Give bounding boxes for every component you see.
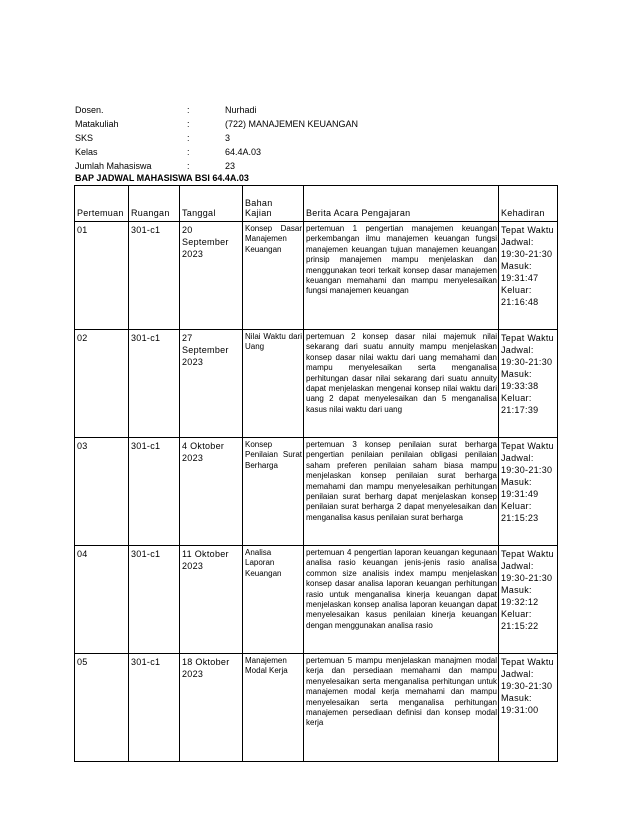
info-label: Matakuliah [75, 119, 119, 129]
info-label: SKS [75, 133, 94, 143]
info-colon: : [187, 161, 190, 171]
cell-bahan-kajian: Konsep Penilaian Surat Berharga [243, 438, 304, 546]
table-header-row [75, 186, 558, 222]
course-info [75, 103, 475, 173]
info-colon: : [187, 105, 190, 115]
header-pertemuan: Pertemuan [75, 186, 129, 222]
cell-bahan-kajian: Manajemen Modal Kerja [243, 654, 304, 762]
cell-berita-acara: pertemuan 4 pengertian laporan keuangan kegunaan analisa rasio keuangan jenis-jenis rasio analisa common size analisis index mampu menjelaskan konsep dasar analisa laporan keuangan perhitungan rasio untuk menganalisa kinerja keuangan dapat menjelaskan konsep analisa laporan keuangan dapat menyelesaikan kasus penilaian kinerja keuangan dengan menggunakan analisa rasio [304, 546, 499, 654]
header-ruangan: Ruangan [129, 186, 180, 222]
cell-berita-acara: pertemuan 5 mampu menjelaskan manajmen modal kerja dan persediaan memahami dan mampu menyelesaikan serta menganalisa perhitungan untuk manajemen modal kerja memahami dan mampu menyelesaikan serta menganalisa perhitungan manajemen persediaan definisi dan konsep modal kerja [304, 654, 499, 762]
cell-berita-acara: pertemuan 1 pengertian manajemen keuangan perkembangan ilmu manajemen keuangan fungsi manajemen keuangan tujuan manajemen keuangan prinsip manajemen mampu menjelaskan dan menggunakan teori terkait konsep dasar manajemen keuangan memahami dan mampu menyelesaikan fungsi manajemen keuangan [304, 222, 499, 330]
cell-bahan-kajian: Konsep Dasar Manajemen Keuangan [243, 222, 304, 330]
cell-kehadiran: Tepat Waktu Jadwal: 19:30-21:30 Masuk: 19:31:47 Keluar: 21:16:48 [499, 222, 558, 330]
cell-ruangan: 301-c1 [129, 654, 180, 762]
header-bahan-kajian: Bahan Kajian [243, 186, 304, 222]
table-row [75, 222, 558, 330]
info-row-dosen [75, 103, 475, 117]
info-row-sks [75, 131, 475, 145]
cell-pertemuan: 03 [75, 438, 129, 546]
cell-tanggal: 27 September 2023 [180, 330, 243, 438]
cell-pertemuan: 04 [75, 546, 129, 654]
cell-tanggal: 20 September 2023 [180, 222, 243, 330]
info-colon: : [187, 147, 190, 157]
info-value: 64.4A.03 [225, 147, 262, 157]
cell-ruangan: 301-c1 [129, 330, 180, 438]
cell-berita-acara: pertemuan 3 konsep penilaian surat berharga pengertian penilaian penilaian obligasi penilaian saham preferen penilaian saham biasa mampu menjelaskan konsep penilaian surat berharga memahami dan mampu menyelesaikan perhitungan penilaian surat berharg dapat menjelaskan konsep penilaian surat berharga 2 dapat menyelesaikan dan menganalisa kasus penilaian surat berharga [304, 438, 499, 546]
table-row [75, 546, 558, 654]
cell-kehadiran: Tepat Waktu Jadwal: 19:30-21:30 Masuk: 19:32:12 Keluar: 21:15:22 [499, 546, 558, 654]
cell-pertemuan: 01 [75, 222, 129, 330]
bap-table [74, 185, 558, 762]
cell-tanggal: 11 Oktober 2023 [180, 546, 243, 654]
cell-bahan-kajian: Nilai Waktu dari Uang [243, 330, 304, 438]
table-row [75, 330, 558, 438]
cell-ruangan: 301-c1 [129, 438, 180, 546]
table-row [75, 438, 558, 546]
info-label: Kelas [75, 147, 98, 157]
info-value: (722) MANAJEMEN KEUANGAN [225, 119, 359, 129]
cell-pertemuan: 02 [75, 330, 129, 438]
info-value: 23 [225, 161, 236, 171]
info-row-kelas [75, 145, 475, 159]
table-row [75, 654, 558, 762]
header-kehadiran: Kehadiran [499, 186, 558, 222]
header-berita-acara: Berita Acara Pengajaran [304, 186, 499, 222]
info-label: Jumlah Mahasiswa [75, 161, 152, 171]
info-colon: : [187, 133, 190, 143]
cell-tanggal: 4 Oktober 2023 [180, 438, 243, 546]
cell-ruangan: 301-c1 [129, 222, 180, 330]
cell-berita-acara: pertemuan 2 konsep dasar nilai majemuk nilai sekarang dari suatu annuity mampu menjelaskan konsep dasar nilai waktu dari uang memahami dan mampu menyelesaikan serta menganalisa perhitungan dasar nilai sekarang dari suatu annuity dapat menjelaskan mengenai konsep nilai waktu dari uang 2 dapat menyelesaikan dan 5 menganalisa kasus nilai waktu dari uang [304, 330, 499, 438]
cell-ruangan: 301-c1 [129, 546, 180, 654]
cell-pertemuan: 05 [75, 654, 129, 762]
info-label: Dosen. [75, 105, 104, 115]
info-value: 3 [225, 133, 231, 143]
cell-kehadiran: Tepat Waktu Jadwal: 19:30-21:30 Masuk: 19:33:38 Keluar: 21:17:39 [499, 330, 558, 438]
table-title: BAP JADWAL MAHASISWA BSI 64.4A.03 [75, 173, 249, 183]
header-tanggal: Tanggal [180, 186, 243, 222]
info-row-jumlah-mahasiswa [75, 159, 475, 173]
cell-kehadiran: Tepat Waktu Jadwal: 19:30-21:30 Masuk: 19:31:49 Keluar: 21:15:23 [499, 438, 558, 546]
cell-bahan-kajian: Analisa Laporan Keuangan [243, 546, 304, 654]
cell-tanggal: 18 Oktober 2023 [180, 654, 243, 762]
info-value: Nurhadi [225, 105, 257, 115]
cell-kehadiran: Tepat Waktu Jadwal: 19:30-21:30 Masuk: 19:31:00 [499, 654, 558, 762]
info-row-matakuliah [75, 117, 475, 131]
info-colon: : [187, 119, 190, 129]
